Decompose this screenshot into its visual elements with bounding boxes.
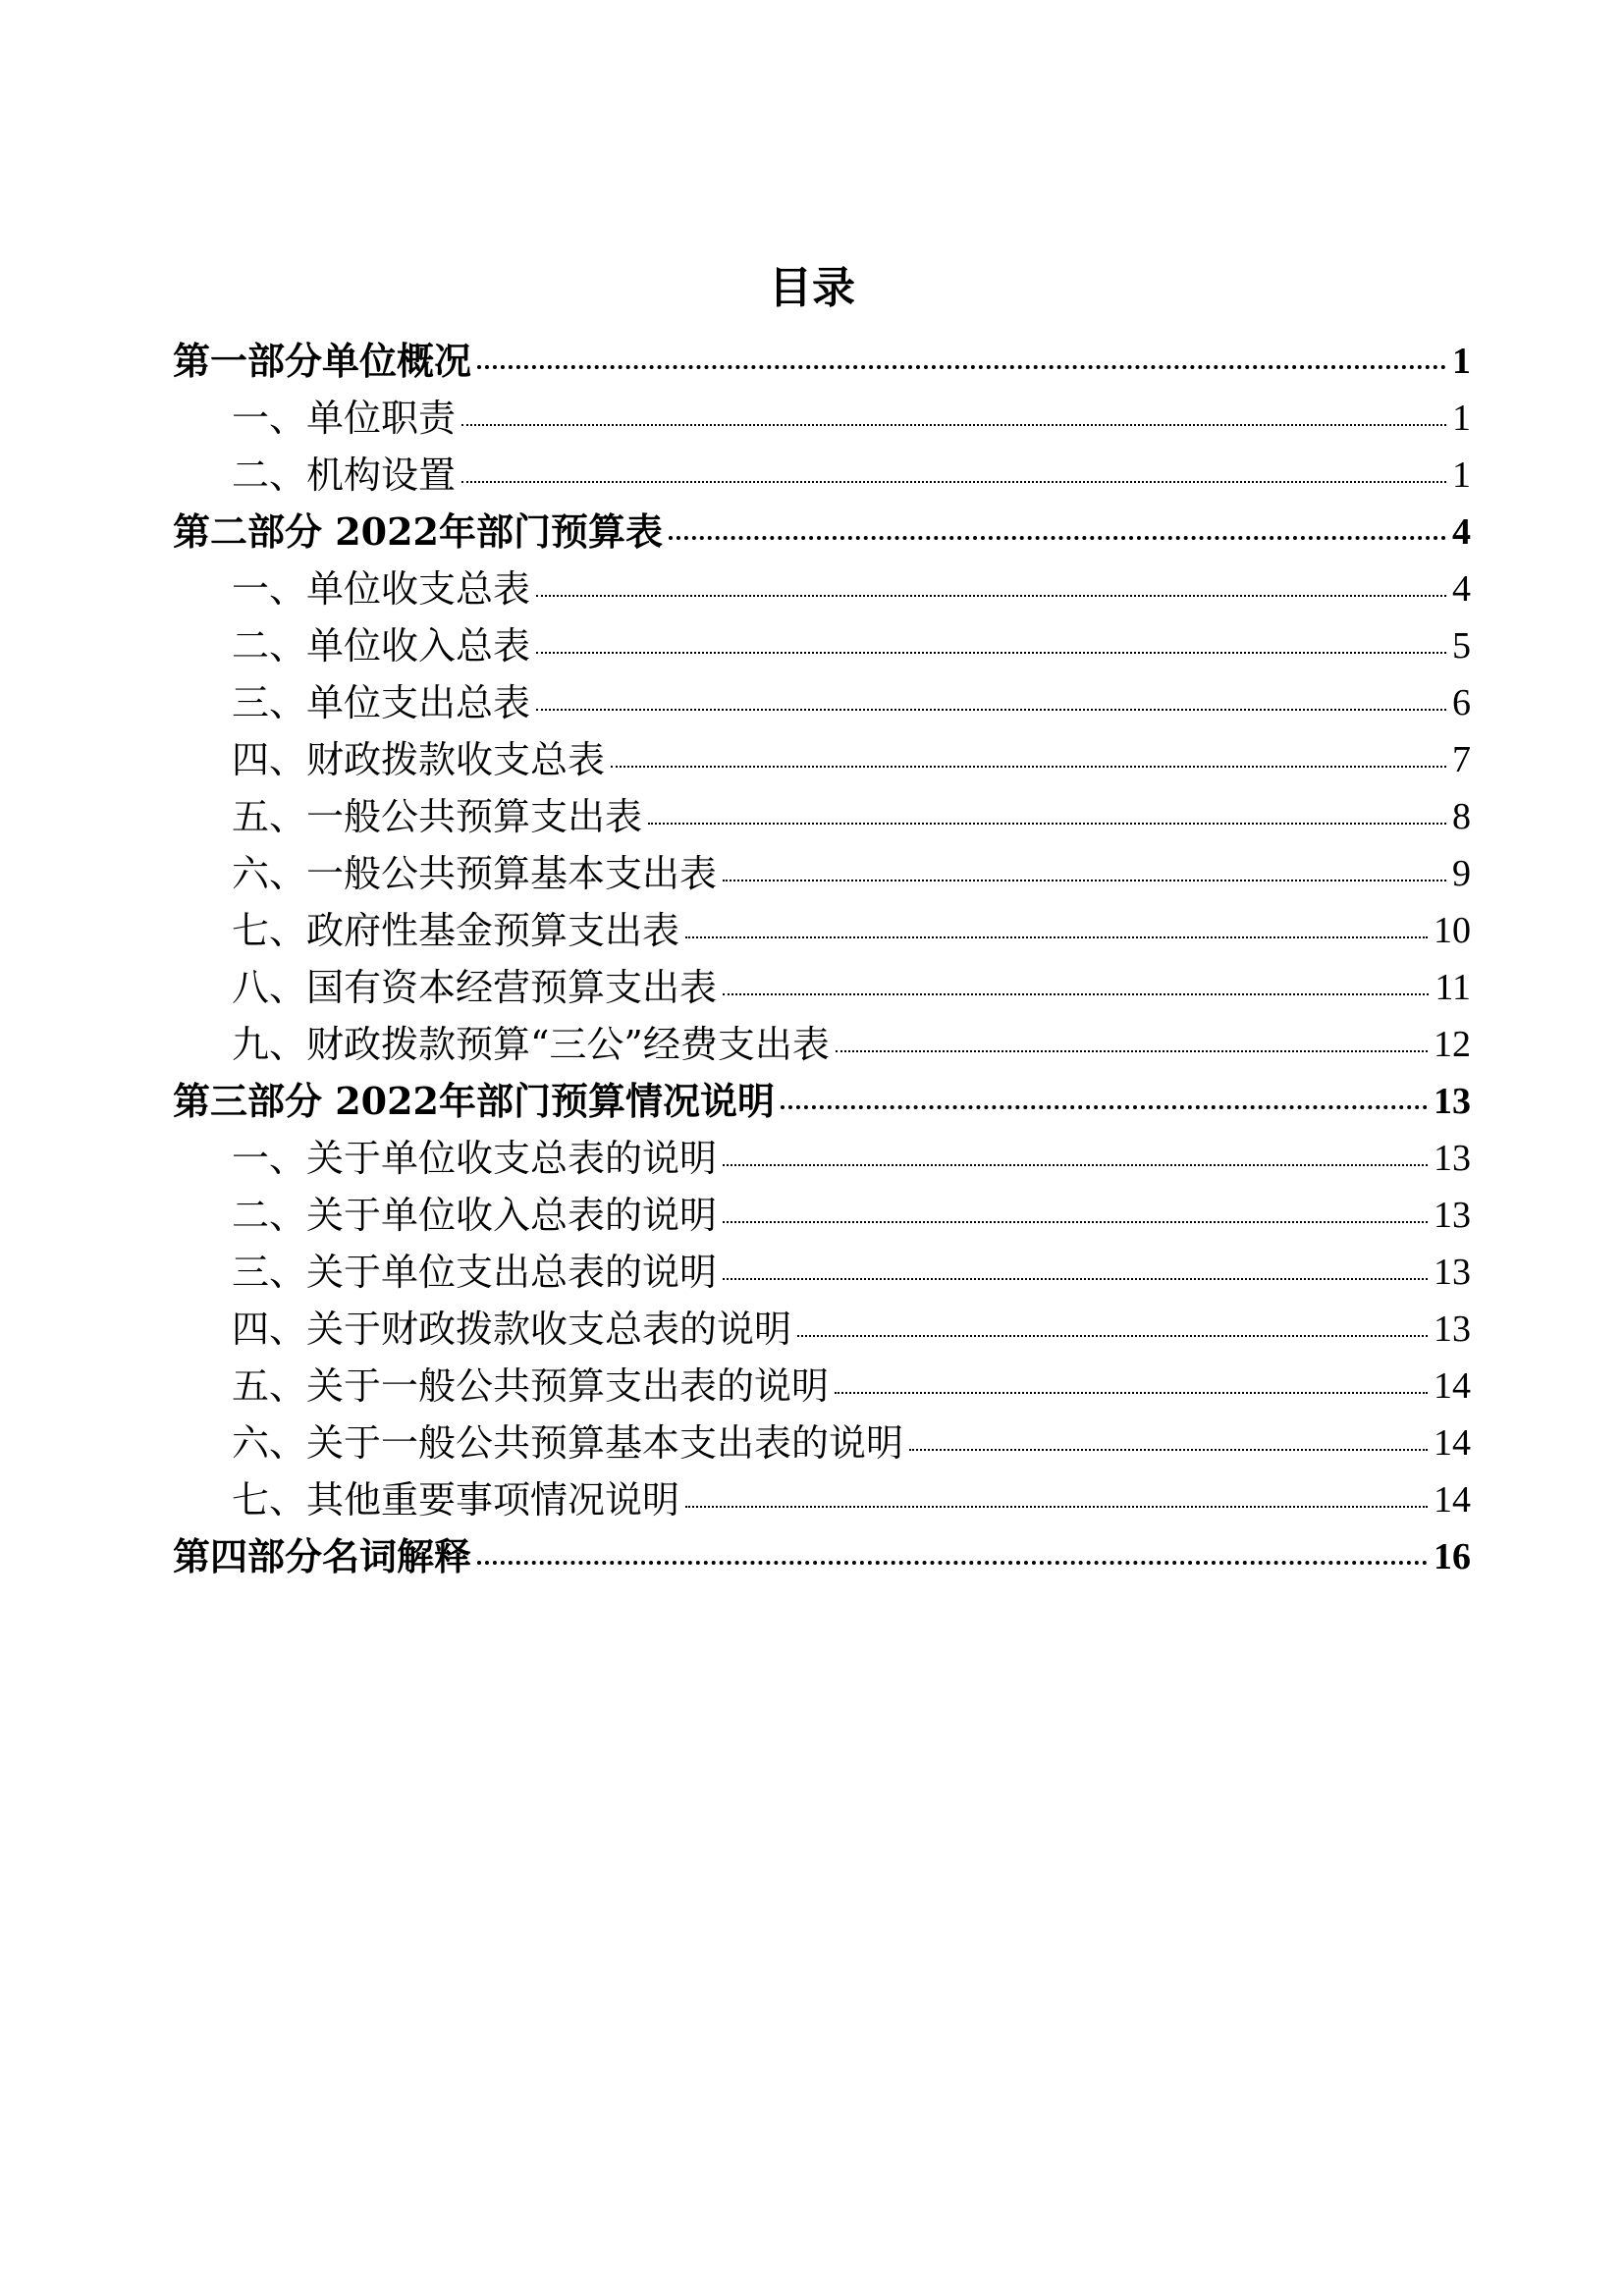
toc-entry-label: 七、其他重要事项情况说明 <box>232 1478 680 1522</box>
toc-dot-leader <box>685 936 1428 938</box>
toc-entry-label: 二、机构设置 <box>232 454 457 497</box>
toc-entry-label: 五、关于一般公共预算支出表的说明 <box>232 1364 830 1408</box>
toc-section-entry[interactable] <box>173 330 1471 387</box>
toc-subsection-entry[interactable] <box>173 444 1471 501</box>
toc-entry-label: 二、关于单位收入总表的说明 <box>232 1194 718 1237</box>
toc-subsection-entry[interactable] <box>173 728 1471 785</box>
toc-entry-label: 第四部分名词解释 <box>173 1534 472 1578</box>
toc-dot-leader <box>723 880 1446 881</box>
toc-page-number: 14 <box>1434 1422 1471 1464</box>
toc-page-number: 1 <box>1452 454 1471 496</box>
toc-subsection-entry[interactable] <box>173 1013 1471 1070</box>
toc-dot-leader <box>648 823 1446 825</box>
toc-subsection-entry[interactable] <box>173 387 1471 444</box>
toc-dot-leader <box>909 1449 1428 1451</box>
toc-page-number: 13 <box>1434 1081 1471 1122</box>
table-of-contents <box>173 330 1471 1582</box>
toc-dot-leader <box>536 595 1446 597</box>
toc-entry-label: 第一部分单位概况 <box>173 339 472 383</box>
toc-page-number: 5 <box>1452 625 1471 667</box>
toc-dot-leader <box>723 993 1429 995</box>
toc-section-entry[interactable] <box>173 1525 1471 1582</box>
toc-entry-label: 七、政府性基金预算支出表 <box>232 909 680 952</box>
toc-dot-leader <box>723 1278 1428 1280</box>
toc-entry-label: 一、单位收支总表 <box>232 567 531 611</box>
toc-page-number: 7 <box>1452 739 1471 780</box>
toc-subsection-entry[interactable] <box>173 1241 1471 1298</box>
toc-entry-label: 第三部分 2022年部门预算情况说明 <box>173 1079 775 1123</box>
toc-entry-label: 九、财政拨款预算“三公”经费支出表 <box>232 1023 830 1066</box>
toc-page-number: 11 <box>1435 967 1471 1008</box>
toc-page-number: 4 <box>1452 511 1471 553</box>
toc-subsection-entry[interactable] <box>173 1355 1471 1412</box>
toc-subsection-entry[interactable] <box>173 558 1471 614</box>
toc-entry-label: 一、关于单位收支总表的说明 <box>232 1137 718 1180</box>
toc-dot-leader <box>685 1506 1428 1508</box>
toc-dot-leader <box>781 1105 1428 1109</box>
toc-dot-leader <box>723 1221 1428 1223</box>
toc-dot-leader <box>461 481 1446 483</box>
toc-subsection-entry[interactable] <box>173 614 1471 671</box>
toc-page-number: 13 <box>1434 1308 1471 1350</box>
toc-subsection-entry[interactable] <box>173 1298 1471 1355</box>
toc-dot-leader <box>461 424 1446 426</box>
toc-page-number: 16 <box>1434 1536 1471 1577</box>
toc-subsection-entry[interactable] <box>173 1184 1471 1241</box>
toc-entry-label: 第二部分 2022年部门预算表 <box>173 509 663 554</box>
toc-dot-leader <box>835 1392 1428 1394</box>
toc-entry-label: 三、关于单位支出总表的说明 <box>232 1251 718 1294</box>
toc-page-number: 14 <box>1434 1365 1471 1407</box>
toc-entry-label: 一、单位职责 <box>232 397 457 440</box>
toc-dot-leader <box>536 709 1446 711</box>
toc-subsection-entry[interactable] <box>173 1127 1471 1184</box>
toc-page-number: 13 <box>1434 1252 1471 1293</box>
toc-page-number: 13 <box>1434 1195 1471 1236</box>
toc-entry-label: 四、财政拨款收支总表 <box>232 738 606 781</box>
toc-subsection-entry[interactable] <box>173 956 1471 1013</box>
toc-entry-label: 二、单位收入总表 <box>232 624 531 667</box>
toc-dot-leader <box>669 536 1446 540</box>
toc-subsection-entry[interactable] <box>173 842 1471 899</box>
toc-page-number: 1 <box>1452 341 1471 382</box>
toc-entry-label: 八、国有资本经营预算支出表 <box>232 966 718 1009</box>
toc-section-entry[interactable] <box>173 1070 1471 1127</box>
toc-page-number: 12 <box>1434 1024 1471 1065</box>
toc-dot-leader <box>477 1561 1428 1565</box>
toc-page-number: 13 <box>1434 1138 1471 1179</box>
toc-dot-leader <box>836 1050 1428 1052</box>
toc-subsection-entry[interactable] <box>173 899 1471 956</box>
toc-dot-leader <box>477 365 1446 369</box>
toc-page-number: 9 <box>1452 853 1471 894</box>
toc-page-number: 6 <box>1452 682 1471 723</box>
toc-page-number: 4 <box>1452 568 1471 610</box>
toc-page-number: 8 <box>1452 796 1471 837</box>
toc-subsection-entry[interactable] <box>173 671 1471 728</box>
toc-title: 目录 <box>769 263 855 313</box>
toc-entry-label: 三、单位支出总表 <box>232 681 531 724</box>
toc-subsection-entry[interactable] <box>173 1412 1471 1468</box>
toc-page-number: 10 <box>1434 910 1471 951</box>
toc-entry-label: 六、关于一般公共预算基本支出表的说明 <box>232 1421 904 1465</box>
toc-entry-label: 六、一般公共预算基本支出表 <box>232 852 718 895</box>
toc-section-entry[interactable] <box>173 501 1471 558</box>
toc-entry-label: 五、一般公共预算支出表 <box>232 795 643 838</box>
toc-subsection-entry[interactable] <box>173 1468 1471 1525</box>
toc-dot-leader <box>797 1335 1428 1337</box>
toc-dot-leader <box>536 652 1446 654</box>
toc-page-number: 1 <box>1452 398 1471 439</box>
toc-dot-leader <box>723 1164 1428 1166</box>
toc-page-number: 14 <box>1434 1479 1471 1521</box>
toc-dot-leader <box>611 766 1446 768</box>
toc-subsection-entry[interactable] <box>173 785 1471 842</box>
toc-entry-label: 四、关于财政拨款收支总表的说明 <box>232 1308 792 1351</box>
